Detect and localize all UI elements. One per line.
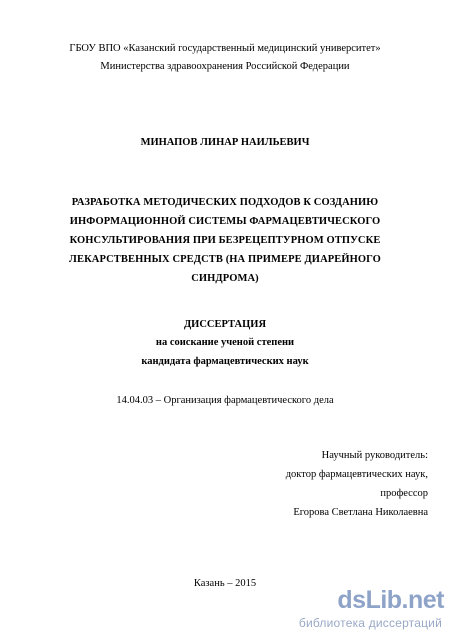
title-line: РАЗРАБОТКА МЕТОДИЧЕСКИХ ПОДХОДОВ К СОЗДАНИЮ	[71, 197, 379, 208]
degree-name: кандидата фармацевтических наук	[141, 356, 309, 367]
degree-purpose: на соискание ученой степени	[155, 337, 295, 348]
supervisor-degree: доктор фармацевтических наук,	[285, 469, 428, 480]
title-line: ИНФОРМАЦИОННОЙ СИСТЕМЫ ФАРМАЦЕВТИЧЕСКОГО	[69, 216, 381, 227]
ministry-name: Министерства здравоохранения Российской Федерации	[100, 61, 350, 72]
supervisor-rank: профессор	[380, 488, 428, 499]
dslib-watermark[interactable]	[284, 586, 444, 634]
dslib-logo: dsLib.net	[337, 586, 444, 614]
title-line: КОНСУЛЬТИРОВАНИЯ ПРИ БЕЗРЕЦЕПТУРНОМ ОТПУСКЕ	[69, 235, 381, 246]
dslib-subtitle: библиотека диссертаций	[298, 616, 442, 630]
title-line: ЛЕКАРСТВЕННЫХ СРЕДСТВ (НА ПРИМЕРЕ ДИАРЕЙНОГО	[69, 254, 381, 265]
institution-name: ГБОУ ВПО «Казанский государственный медицинский университет»	[69, 43, 381, 54]
dissertation-label: ДИССЕРТАЦИЯ	[183, 319, 267, 330]
supervisor-block	[228, 446, 428, 522]
specialty-code: 14.04.03 – Организация фармацевтического дела	[116, 395, 334, 406]
author-name: МИНАПОВ ЛИНАР НАИЛЬЕВИЧ	[140, 137, 310, 148]
place-year: Казань – 2015	[193, 578, 257, 589]
dissertation-title	[60, 193, 390, 288]
supervisor-name: Егорова Светлана Николаевна	[293, 507, 428, 518]
supervisor-label: Научный руководитель:	[321, 450, 428, 461]
title-line: СИНДРОМА)	[191, 273, 259, 284]
